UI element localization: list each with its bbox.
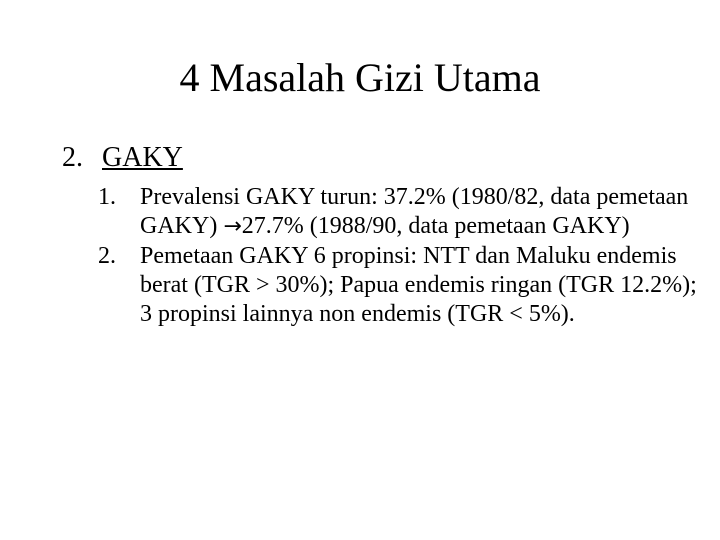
section-label: GAKY (102, 142, 183, 173)
right-arrow-icon: → (223, 214, 242, 239)
slide-title: 4 Masalah Gizi Utama (179, 55, 541, 100)
list-item (98, 242, 698, 329)
item-number: 1. (98, 184, 116, 210)
item-number: 2. (98, 243, 116, 269)
item-text-before-arrow: Prevalensi GAKY turun: 37.2% (1980/82, data pemetaan GAKY) (140, 184, 689, 239)
section-number: 2. (62, 142, 83, 173)
item-text: Pemetaan GAKY 6 propinsi: NTT dan Maluku endemis berat (TGR > 30%); Papua endemis ringan (TGR 12.2%); 3 propinsi lainnya non endemis (TGR < 5%). (140, 243, 697, 327)
list-item (98, 183, 698, 241)
item-text-after-arrow: 27.7% (1988/90, data pemetaan GAKY) (241, 213, 630, 239)
item-list (98, 183, 698, 330)
section-heading (62, 138, 183, 178)
